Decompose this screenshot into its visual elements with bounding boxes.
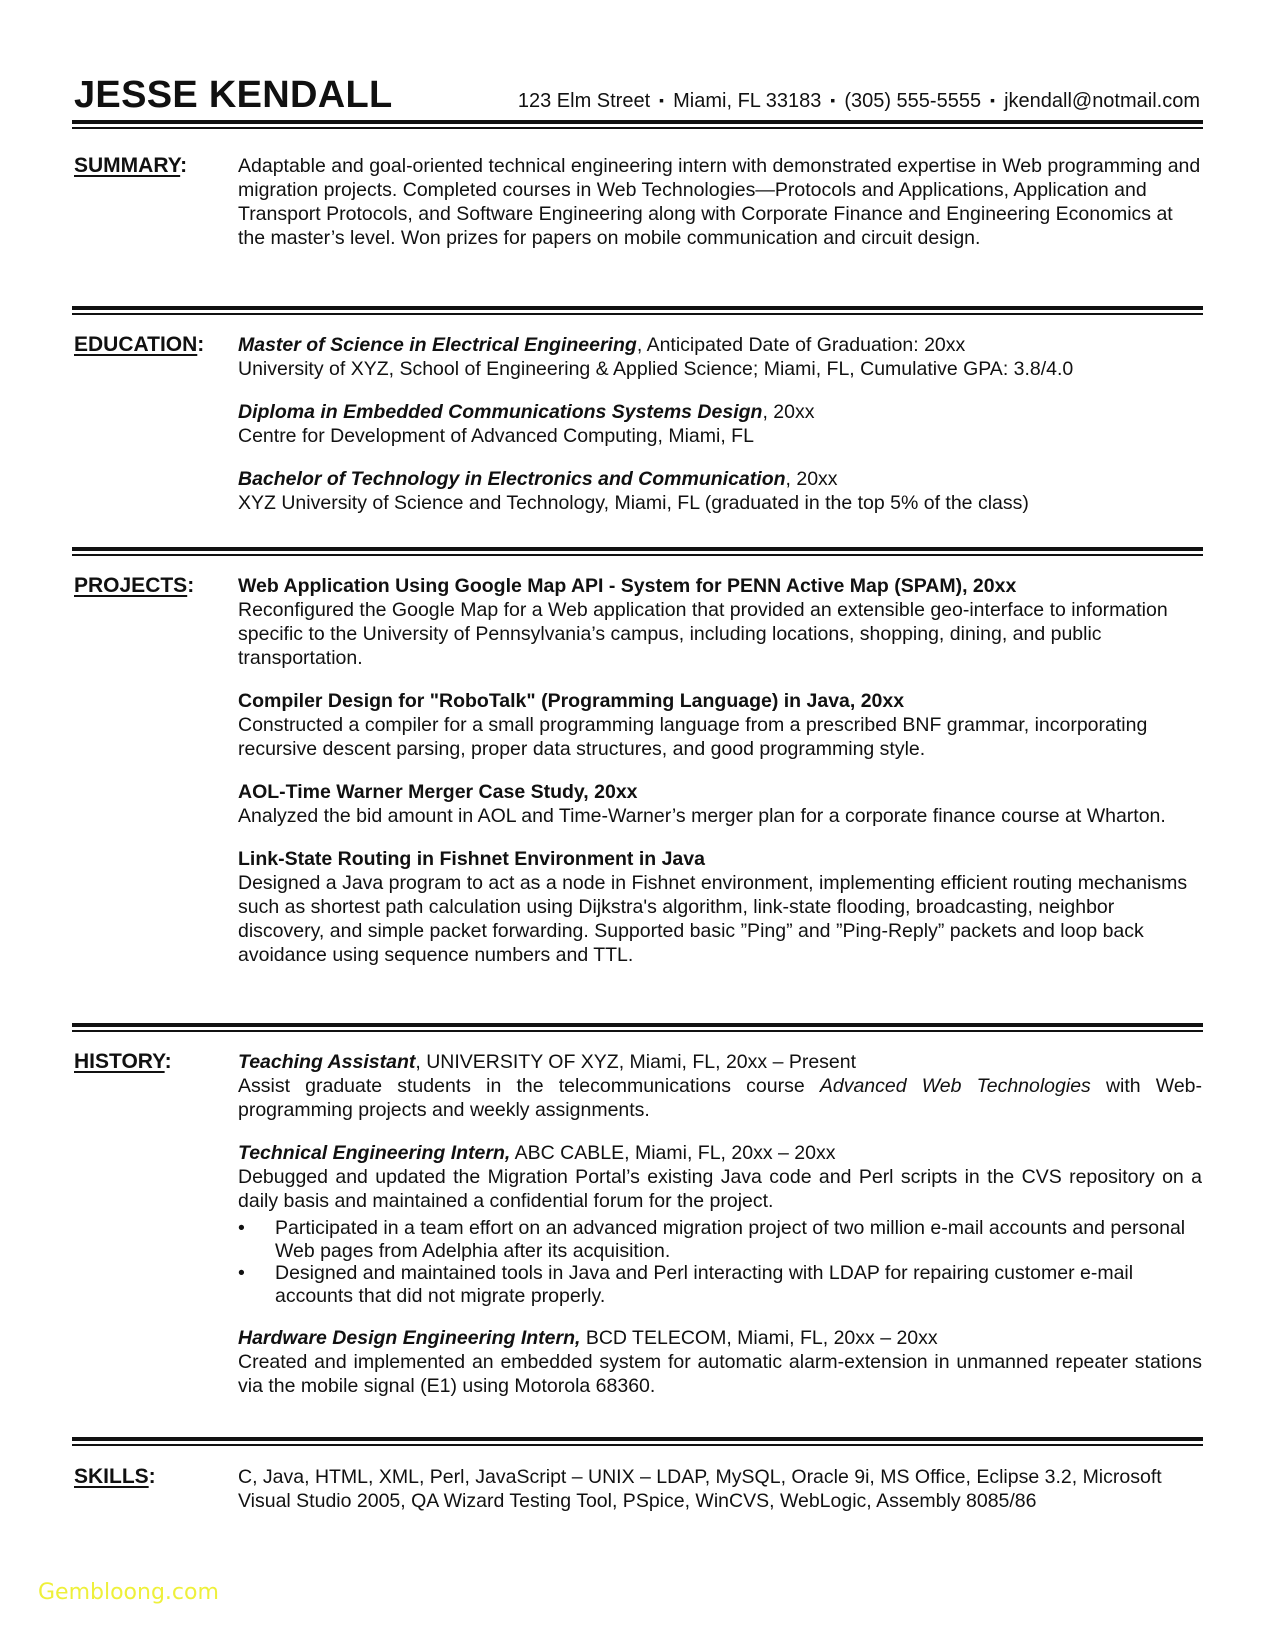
contact-info <box>518 90 1200 113</box>
section-label: SKILLS: <box>74 1465 156 1488</box>
projects-section <box>74 574 1202 967</box>
divider <box>72 1437 1203 1446</box>
separator: ▪ <box>830 92 836 108</box>
email[interactable]: jkendall@notmail.com <box>1004 90 1200 112</box>
section-label: SUMMARY: <box>74 154 188 177</box>
city: Miami, FL 33183 <box>673 90 822 112</box>
divider <box>72 306 1203 315</box>
address: 123 Elm Street <box>517 90 651 112</box>
section-label: PROJECTS: <box>74 574 195 597</box>
separator: ▪ <box>990 92 996 108</box>
education-entry: Master of Science in Electrical Engineering, Anticipated Date of Graduation: 20xx University of XYZ, School of Engineering & Applied Science; Miami, FL, Cumulative GPA: 3.8/4.0 <box>238 334 1074 380</box>
divider <box>72 1023 1203 1032</box>
project-entry: Link-State Routing in Fishnet Environment in Java Designed a Java program to act as a node in Fishnet environment, implementing efficient routing mechanisms such as shortest path calculation using Dijkstra's algorithm, link-state flooding, broadcasting, neighbor discovery, and simple packet forwarding. Supported basic ”Ping” and ”Ping-Reply” packets and loop back avoidance using sequence numbers and TTL. <box>238 848 1188 966</box>
education-entry: Bachelor of Technology in Electronics and Communication, 20xx XYZ University of Science and Technology, Miami, FL (graduated in the top 5% of the class) <box>238 468 1029 514</box>
project-entry: AOL-Time Warner Merger Case Study, 20xx Analyzed the bid amount in AOL and Time-Warner’s merger plan for a corporate finance course at Wharton. <box>238 781 1166 827</box>
summary-text: Adaptable and goal-oriented technical engineering intern with demonstrated expertise in Web programming and migration projects. Completed courses in Web Technologies—Protocols and Applications, Application and Transport Protocols, and Software Engineering along with Corporate Finance and Engineering Economics at the master’s level. Won prizes for papers on mobile communication and circuit design. <box>238 155 1201 249</box>
separator: ▪ <box>659 92 665 108</box>
section-label: HISTORY: <box>74 1050 172 1073</box>
resume-name: JESSE KENDALL <box>74 74 393 116</box>
history-entry: Technical Engineering Intern, ABC CABLE, Miami, FL, 20xx – 20xx Debugged and updated the Migration Portal’s existing Java code and Perl scripts in the CVS repository on a daily basis and maintained a confidential forum for the project. <box>238 1142 1202 1212</box>
history-entry: Hardware Design Engineering Intern, BCD TELECOM, Miami, FL, 20xx – 20xx Created and implemented an embedded system for automatic alarm-extension in unmanned repeater stations via the mobile signal (E1) using Motorola 68360. <box>238 1327 1202 1397</box>
project-entry: Web Application Using Google Map API - System for PENN Active Map (SPAM), 20xx Reconfigured the Google Map for a Web application that provided an extensible geo-interface to information specific to the University of Pennsylvania’s campus, including locations, shopping, dining, and public transportation. <box>238 575 1168 669</box>
education-section <box>74 333 1202 515</box>
section-label: EDUCATION: <box>74 333 205 356</box>
bullet-list <box>238 1217 1202 1307</box>
skills-section <box>74 1465 1202 1513</box>
phone: (305) 555-5555 <box>844 90 982 112</box>
summary-section <box>74 154 1202 250</box>
list-item: • Designed and maintained tools in Java and Perl interacting with LDAP for repairing customer e-mail accounts that did not migrate properly. <box>238 1262 1202 1307</box>
education-entry: Diploma in Embedded Communications Systems Design, 20xx Centre for Development of Advanced Computing, Miami, FL <box>238 401 815 447</box>
watermark: Gembloong.com <box>38 1580 219 1605</box>
list-item: • Participated in a team effort on an advanced migration project of two million e-mail accounts and personal Web pages from Adelphia after its acquisition. <box>238 1217 1202 1262</box>
history-entry: Teaching Assistant, UNIVERSITY OF XYZ, Miami, FL, 20xx – Present Assist graduate students in the telecommunications course Advanced Web Technologies with Web-programming projects and weekly assignments. <box>238 1051 1203 1121</box>
project-entry: Compiler Design for "RoboTalk" (Programming Language) in Java, 20xx Constructed a compiler for a small programming language from a prescribed BNF grammar, incorporating recursive descent parsing, proper data structures, and good programming style. <box>238 690 1148 760</box>
divider <box>72 120 1203 129</box>
skills-text: C, Java, HTML, XML, Perl, JavaScript – UNIX – LDAP, MySQL, Oracle 9i, MS Office, Eclipse 3.2, Microsoft Visual Studio 2005, QA Wizard Testing Tool, PSpice, WinCVS, WebLogic, Assembly 8085/86 <box>238 1466 1162 1512</box>
history-section <box>74 1050 1202 1398</box>
divider <box>72 547 1203 556</box>
